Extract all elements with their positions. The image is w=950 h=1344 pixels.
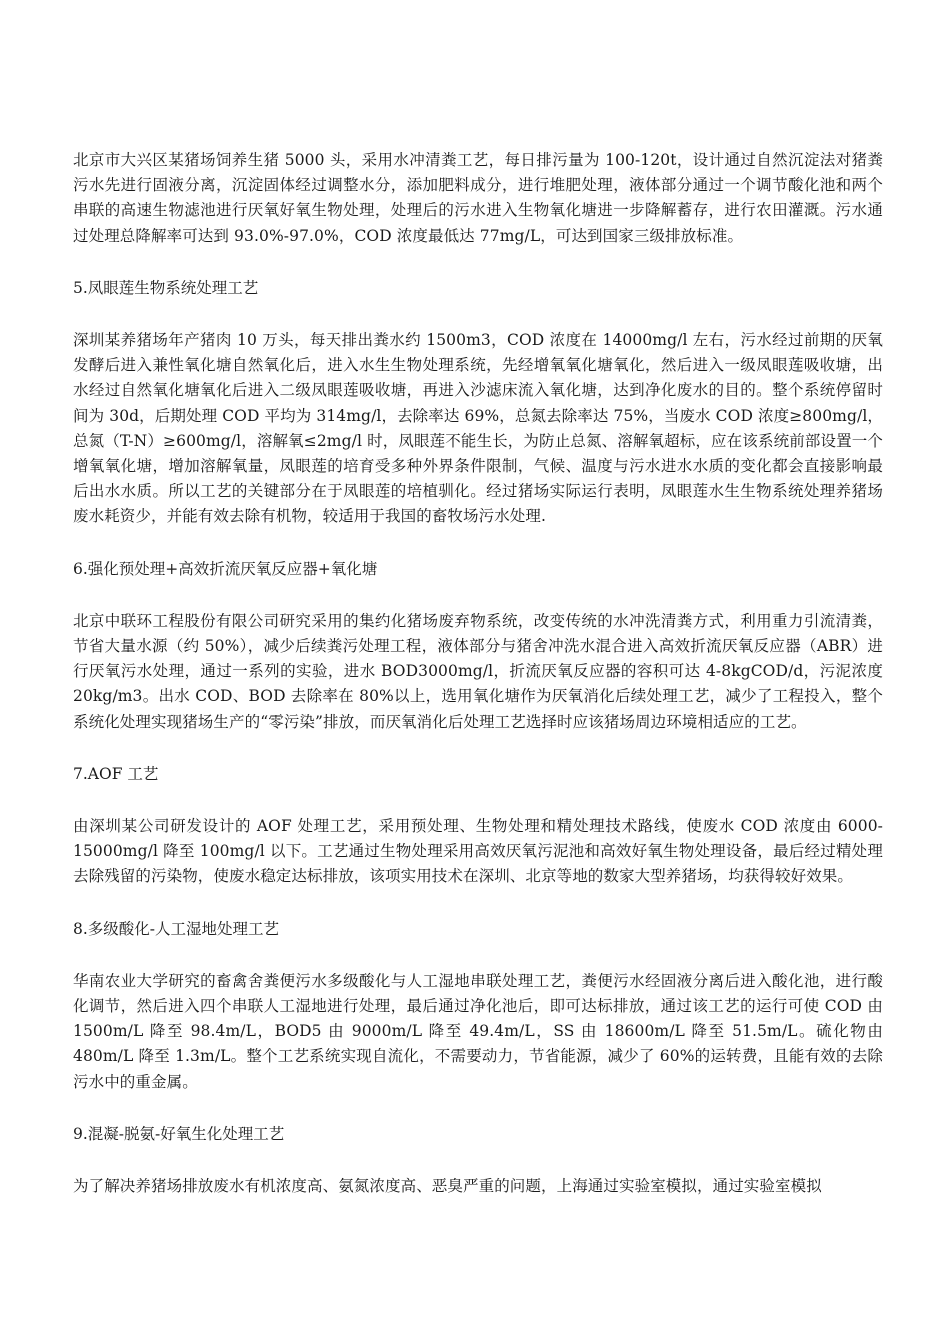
section-heading-8: 8.多级酸化-人工湿地处理工艺 bbox=[73, 919, 280, 938]
section-heading-7: 7.AOF 工艺 bbox=[73, 764, 159, 783]
document-page bbox=[73, 148, 883, 1226]
paragraph-water-hyacinth-system: 深圳某养猪场年产猪肉 10 万头，每天排出粪水约 1500m3，COD 浓度在 14000mg/l 左右，污水经过前期的厌氧发酵后进入兼性氧化塘自然氧化后，进入水生生物处理系统，先经增氧氧化塘氧化，然后进入一级凤眼莲吸收塘，出水经过自然氧化塘氧化后进入二级凤眼莲吸收塘，再进入沙滤床流入氧化塘，达到净化废水的目的。整个系统停留时间为 30d，后期处理 COD 平均为 314mg/l，去除率达 69%，总氮去除率达 75%，当废水 COD 浓度≥800mg/l，总氮（T-N）≥600mg/l，溶解氧≤2mg/l 时，凤眼莲不能生长，为防止总氮、溶解氧超标，应在该系统前部设置一个增氧氧化塘，增加溶解氧量，凤眼莲的培育受多种外界条件限制，气候、温度与污水进水水质的变化都会直接影响最后出水水质。所以工艺的关键部分在于凤眼莲的培植驯化。经过猪场实际运行表明，凤眼莲水生生物系统处理养猪场废水耗资少，并能有效去除有机物，较适用于我国的畜牧场污水处理. bbox=[73, 331, 883, 526]
paragraph-beijing-daxing-pig-farm: 北京市大兴区某猪场饲养生猪 5000 头，采用水冲清粪工艺，每日排污量为 100-120t，设计通过自然沉淀法对猪粪污水先进行固液分离，沉淀固体经过调整水分，添加肥料成分，进行堆肥处理，液体部分通过一个调节酸化池和两个串联的高速生物滤池进行厌氧好氧生物处理，处理后的污水进入生物氧化塘进一步降解蓄存，进行农田灌溉。污水通过处理总降解率可达到 93.0%-97.0%，COD 浓度最低达 77mg/L，可达到国家三级排放标准。 bbox=[73, 151, 883, 245]
section-heading-9: 9.混凝-脱氨-好氧生化处理工艺 bbox=[73, 1124, 285, 1143]
paragraph-abr-reactor: 北京中联环工程股份有限公司研究采用的集约化猪场废弃物系统，改变传统的水冲洗清粪方式，利用重力引流清粪，节省大量水源（约 50%），减少后续粪污处理工程，液体部分与猪舍冲洗水混合进入高效折流厌氧反应器（ABR）进行厌氧污水处理，通过一系列的实验，进水 BOD3000mg/l，折流厌氧反应器的容积可达 4-8kgCOD/d，污泥浓度 20kg/m3。出水 COD、BOD 去除率在 80%以上，选用氧化塘作为厌氧消化后续处理工艺，减少了工程投入，整个系统化处理实现猪场生产的“零污染”排放，而厌氧消化后处理工艺选择时应该猪场周边环境相适应的工艺。 bbox=[73, 611, 883, 731]
paragraph-aof-process: 由深圳某公司研发设计的 AOF 处理工艺，采用预处理、生物处理和精处理技术路线，使废水 COD 浓度由 6000-15000mg/l 降至 100mg/l 以下。工艺通过生物处理采用高效厌氧污泥池和高效好氧生物处理设备，最后经过精处理去除残留的污染物，使废水稳定达标排放，该项实用技术在深圳、北京等地的数家大型养猪场，均获得较好效果。 bbox=[73, 817, 883, 886]
paragraph-coagulation-process: 为了解决养猪场排放废水有机浓度高、氨氮浓度高、恶臭严重的问题，上海通过实验室模拟，通过实验室模拟 bbox=[73, 1177, 822, 1196]
section-heading-5: 5.凤眼莲生物系统处理工艺 bbox=[73, 278, 259, 297]
paragraph-wetland-process: 华南农业大学研究的畜禽舍粪便污水多级酸化与人工湿地串联处理工艺，粪便污水经固液分离后进入酸化池，进行酸化调节，然后进入四个串联人工湿地进行处理，最后通过净化池后，即可达标排放，通过该工艺的运行可使 COD 由 1500m/L 降至 98.4m/L，BOD5 由 9000m/L 降至 49.4m/L，SS 由 18600m/L 降至 51.5m/L。硫化物由 480m/L 降至 1.3m/L。整个工艺系统实现自流化，不需要动力，节省能源，减少了 60%的运转费，且能有效的去除污水中的重金属。 bbox=[73, 971, 883, 1091]
section-heading-6: 6.强化预处理+高效折流厌氧反应器+氧化塘 bbox=[73, 559, 378, 578]
